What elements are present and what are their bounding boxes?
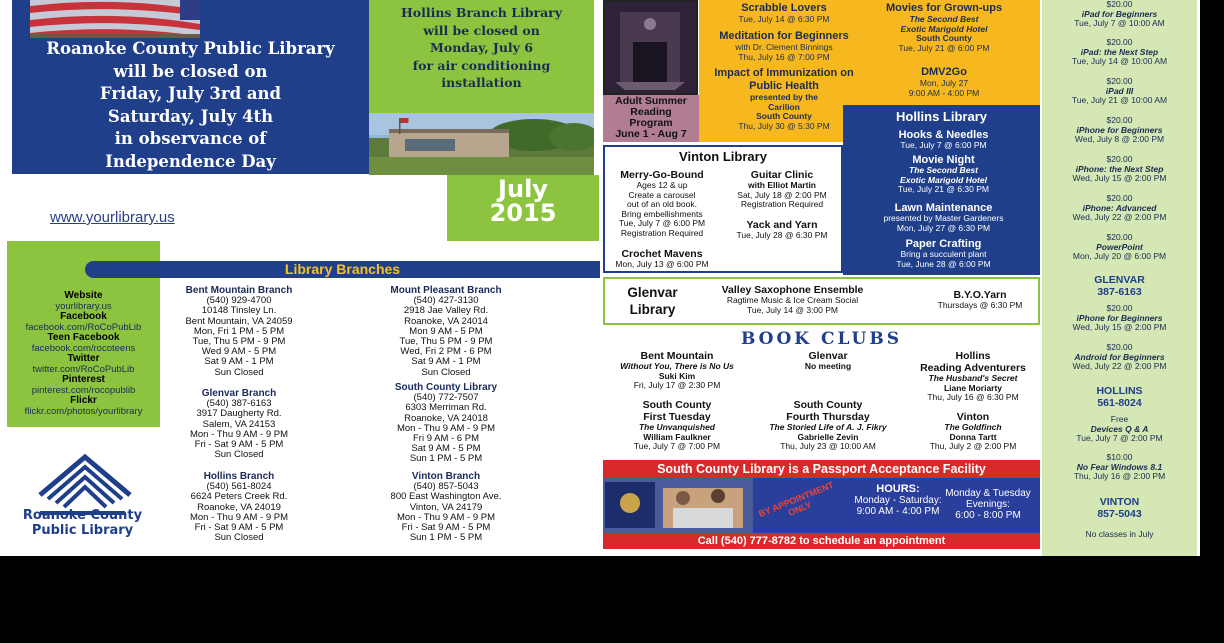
branch-line: Sun 1 PM - 5 PM bbox=[409, 453, 483, 465]
event-title: Movies for Grown-ups bbox=[885, 2, 1003, 14]
branch-line: Bent Mountain, VA 24059 bbox=[185, 315, 293, 327]
computer-classes-column bbox=[1042, 0, 1197, 556]
vinton-events-box bbox=[603, 145, 843, 273]
branch-line: Mon - Thu 9 AM - 9 PM bbox=[189, 511, 289, 523]
branch-line: Sun 1 PM - 5 PM bbox=[409, 532, 483, 544]
branch-line: Sat 9 AM - 5 PM bbox=[411, 443, 481, 455]
social-link[interactable]: twitter.com/RoCoPubLib bbox=[32, 363, 135, 375]
closing-line: Friday, July 3rd and bbox=[99, 84, 282, 103]
social-item bbox=[7, 333, 160, 354]
hollins-closed-notice bbox=[369, 0, 594, 113]
branch-heading-phone: 857-5043 bbox=[1097, 507, 1142, 520]
class-item bbox=[1042, 194, 1197, 223]
class-date: Tue, July 7 @ 10:00 AM bbox=[1074, 18, 1165, 28]
social-link[interactable]: facebook.com/RoCoPubLib bbox=[25, 321, 142, 333]
appointment-stamp: BY APPOINTMENT ONLY bbox=[757, 479, 836, 519]
social-item bbox=[7, 291, 160, 312]
book-club bbox=[606, 350, 748, 391]
branch-line: Tue, Thu 5 PM - 9 PM bbox=[192, 336, 286, 348]
branch-line: Tue, Thu 5 PM - 9 PM bbox=[399, 336, 493, 348]
branch-name: Hollins Branch bbox=[203, 471, 275, 482]
class-item bbox=[1042, 343, 1197, 372]
class-date: Tue, July 21 @ 10:00 AM bbox=[1071, 95, 1168, 105]
event bbox=[845, 202, 1042, 233]
passport-footer: Call (540) 777-8782 to schedule an appointment bbox=[603, 533, 1040, 549]
club-date: Thu, July 16 @ 6:30 PM bbox=[927, 392, 1019, 402]
branch-line: (540) 929-4700 bbox=[206, 295, 272, 307]
evenings-line: 6:00 - 8:00 PM bbox=[955, 510, 1021, 521]
class-item bbox=[1042, 304, 1197, 333]
social-item bbox=[7, 354, 160, 375]
event bbox=[845, 129, 1042, 151]
class-date: Wed, July 22 @ 2:00 PM bbox=[1072, 361, 1167, 371]
branch-line: Fri - Sat 9 AM - 5 PM bbox=[401, 522, 491, 534]
event-line: Tue, July 28 @ 6:30 PM bbox=[736, 230, 828, 240]
hollins-building-photo bbox=[369, 113, 594, 175]
closing-line: in observance of bbox=[114, 129, 267, 148]
class-price: $20.00 bbox=[1106, 0, 1133, 9]
class-price: $20.00 bbox=[1106, 115, 1133, 125]
club-name: South County bbox=[793, 399, 863, 411]
event-italic: Exotic Marigold Hotel bbox=[900, 174, 987, 185]
class-date: Wed, July 15 @ 2:00 PM bbox=[1072, 173, 1167, 183]
branch-line: (540) 772-7507 bbox=[413, 392, 479, 404]
summer-line: Reading bbox=[630, 106, 672, 118]
branch-name: Glenvar Branch bbox=[201, 388, 277, 399]
passport-evenings bbox=[938, 488, 1038, 521]
website-link[interactable]: www.yourlibrary.us bbox=[50, 209, 175, 226]
summer-line: June 1 - Aug 7 bbox=[615, 128, 687, 140]
social-link[interactable]: facebook.com/rocoteens bbox=[31, 342, 136, 354]
notice-line: Monday, July 6 bbox=[430, 40, 533, 55]
event-line: Tue, July 14 @ 6:30 PM bbox=[738, 14, 830, 24]
social-label: Website bbox=[64, 290, 103, 301]
event-line: presented by the bbox=[749, 92, 819, 102]
summer-reading-box bbox=[603, 95, 699, 142]
branch-line: (540) 561-8024 bbox=[206, 481, 272, 493]
class-price: $10.00 bbox=[1106, 452, 1133, 462]
branch-line: (540) 857-5043 bbox=[413, 481, 479, 493]
hours-line: Monday - Saturday: bbox=[854, 495, 942, 506]
club-author: Liane Moriarty bbox=[943, 382, 1003, 393]
class-name: Devices Q & A bbox=[1090, 423, 1149, 434]
class-item bbox=[1042, 233, 1197, 262]
social-label: Teen Facebook bbox=[47, 332, 120, 343]
club-author: William Faulkner bbox=[643, 431, 711, 442]
class-item bbox=[1042, 116, 1197, 145]
event-line: Thu, July 16 @ 7:00 PM bbox=[738, 51, 830, 62]
glenvar-label-line: Glenvar bbox=[627, 285, 678, 300]
event-line: presented by Master Gardeners bbox=[883, 213, 1004, 223]
event-title: B.Y.O.Yarn bbox=[953, 289, 1007, 301]
club-author: Donna Tartt bbox=[949, 431, 997, 442]
event-line: Mon, July 27 bbox=[919, 78, 969, 88]
branch-line: (540) 387-6163 bbox=[206, 398, 272, 410]
event-line: Tue, July 7 @ 6:00 PM bbox=[618, 218, 706, 228]
event-line: Thursdays @ 6:30 PM bbox=[937, 300, 1023, 310]
class-name: iPhone: the Next Step bbox=[1075, 163, 1164, 174]
social-label: Facebook bbox=[60, 311, 107, 322]
event bbox=[723, 219, 841, 241]
event-line: with Dr. Clement Binnings bbox=[735, 42, 833, 52]
social-link[interactable]: flickr.com/photos/yourlibrary bbox=[24, 405, 143, 417]
hollins-closed-text bbox=[369, 4, 594, 92]
closing-line: Roanoke County Public Library bbox=[46, 39, 335, 58]
branch-line: Roanoke, VA 24018 bbox=[404, 412, 488, 424]
hollins-title: Hollins Library bbox=[895, 109, 988, 124]
event bbox=[925, 289, 1035, 311]
club-author: Suki Kim bbox=[658, 370, 696, 381]
event-title: DMV2Go bbox=[921, 66, 967, 78]
event bbox=[709, 67, 859, 131]
event bbox=[723, 169, 841, 210]
logo-line: Roanoke County bbox=[22, 508, 143, 523]
club-name: South County bbox=[642, 399, 712, 411]
club-name: Vinton bbox=[956, 411, 990, 423]
class-item bbox=[1042, 38, 1197, 67]
passport-header: South County Library is a Passport Acceptance Facility bbox=[603, 460, 1040, 478]
branch-line: Salem, VA 24153 bbox=[202, 418, 276, 430]
month-box bbox=[447, 175, 599, 241]
club-book: The Goldfinch bbox=[944, 422, 1002, 432]
branch-line: (540) 427-3130 bbox=[413, 295, 479, 307]
event-line: South County bbox=[756, 111, 812, 121]
class-item bbox=[1042, 415, 1197, 444]
glenvar-events-box bbox=[603, 277, 1040, 325]
event-title: Crochet Mavens bbox=[621, 248, 703, 260]
branch-line: Sun Closed bbox=[214, 449, 264, 461]
branch-heading bbox=[1042, 386, 1197, 409]
event-line: Bring a succulent plant bbox=[900, 249, 987, 259]
event-title: Impact of Immunization on Public Health bbox=[714, 67, 854, 92]
branch-line: Roanoke, VA 24014 bbox=[404, 315, 488, 327]
closing-line: will be closed on bbox=[113, 61, 268, 81]
branch-bent-mountain bbox=[168, 286, 310, 378]
branch-glenvar bbox=[168, 389, 310, 460]
notice-line: will be closed on bbox=[423, 22, 540, 38]
branch-name: Mount Pleasant Branch bbox=[390, 285, 502, 296]
social-link[interactable]: yourlibrary.us bbox=[55, 300, 112, 312]
class-item bbox=[1042, 77, 1197, 106]
class-name: Android for Beginners bbox=[1074, 351, 1165, 362]
class-date: Wed, July 15 @ 2:00 PM bbox=[1072, 322, 1167, 332]
event-line: 9:00 AM - 4:00 PM bbox=[908, 87, 980, 98]
book-clubs-title: BOOK CLUBS bbox=[740, 329, 903, 349]
class-price: $20.00 bbox=[1106, 193, 1133, 203]
class-item bbox=[1042, 0, 1197, 29]
branch-line: 800 East Washington Ave. bbox=[390, 491, 502, 503]
class-date: Thu, July 16 @ 2:00 PM bbox=[1073, 471, 1166, 481]
logo-line: Public Library bbox=[31, 523, 134, 538]
closing-line: Independence Day bbox=[105, 151, 276, 171]
event-title: Scrabble Lovers bbox=[741, 2, 827, 14]
class-price: $20.00 bbox=[1106, 303, 1133, 313]
event-line: Ages 12 & up bbox=[636, 180, 688, 190]
book-club bbox=[606, 399, 748, 452]
club-date: Tue, July 7 @ 7:00 PM bbox=[633, 441, 721, 451]
club-book: The Unvanquished bbox=[638, 422, 716, 432]
branch-name: Vinton Branch bbox=[411, 471, 481, 482]
glenvar-label bbox=[605, 284, 700, 318]
event-title: Valley Saxophone Ensemble bbox=[721, 284, 864, 296]
event-line: Tue, July 21 @ 6:00 PM bbox=[898, 42, 990, 53]
summer-reading-text bbox=[603, 96, 699, 140]
branch-heading-name: VINTON bbox=[1099, 496, 1140, 508]
branch-line: Wed, Fri 2 PM - 6 PM bbox=[400, 346, 492, 358]
evenings-line: Evenings: bbox=[966, 499, 1010, 510]
branch-heading-name: GLENVAR bbox=[1094, 274, 1145, 286]
event-italic: Exotic Marigold Hotel bbox=[900, 23, 988, 34]
event-line: Sat, July 18 @ 2:00 PM bbox=[737, 189, 827, 200]
class-name: No Fear Windows 8.1 bbox=[1076, 461, 1163, 472]
class-name: PowerPoint bbox=[1096, 241, 1143, 252]
notice-line: Hollins Branch Library bbox=[400, 5, 563, 20]
branch-line: Wed 9 AM - 5 PM bbox=[201, 346, 277, 358]
book-cover-image bbox=[603, 0, 698, 95]
club-name: Glenvar bbox=[808, 350, 848, 362]
class-date: Mon, July 20 @ 6:00 PM bbox=[1072, 251, 1167, 261]
vinton-title: Vinton Library bbox=[679, 149, 767, 164]
club-date: Thu, July 2 @ 2:00 PM bbox=[929, 441, 1017, 451]
evenings-line: Monday & Tuesday bbox=[945, 488, 1031, 499]
branch-heading-phone: 387-6163 bbox=[1097, 285, 1142, 298]
class-item bbox=[1042, 155, 1197, 184]
event-title: Lawn Maintenance bbox=[894, 202, 993, 214]
class-date: Tue, July 14 @ 10:00 AM bbox=[1071, 56, 1168, 66]
library-logo-text bbox=[15, 508, 150, 538]
branch-south-county bbox=[375, 383, 517, 465]
club-author: Gabrielle Zevin bbox=[797, 431, 859, 442]
club-book: The Storied Life of A. J. Fikry bbox=[769, 422, 887, 432]
club-subtitle: First Tuesday bbox=[643, 411, 711, 423]
branch-line: Mon, Fri 1 PM - 5 PM bbox=[193, 325, 285, 337]
class-item bbox=[1042, 453, 1197, 482]
event-line: Ragtime Music & Ice Cream Social bbox=[726, 295, 859, 305]
club-note: No meeting bbox=[804, 361, 852, 371]
glenvar-label-line: Library bbox=[629, 302, 676, 317]
branch-mount-pleasant bbox=[375, 286, 517, 378]
book-club bbox=[902, 411, 1044, 452]
closing-line: Saturday, July 4th bbox=[107, 106, 274, 126]
book-club bbox=[752, 399, 904, 452]
passport-info bbox=[603, 478, 1040, 533]
branch-line: 6624 Peters Creek Rd. bbox=[190, 491, 288, 503]
event bbox=[705, 284, 880, 315]
class-price: $20.00 bbox=[1106, 76, 1133, 86]
club-name: Bent Mountain bbox=[640, 350, 714, 362]
event-line: Tue, June 28 @ 6:00 PM bbox=[896, 258, 991, 269]
passport-hours bbox=[843, 484, 953, 517]
book-club bbox=[902, 350, 1044, 403]
event-line: Tue, July 21 @ 6:30 PM bbox=[898, 184, 989, 194]
class-name: iPhone for Beginners bbox=[1076, 124, 1163, 135]
event-line: Create a carousel bbox=[628, 189, 696, 200]
book-club bbox=[757, 350, 899, 372]
club-date: Fri, July 17 @ 2:30 PM bbox=[633, 380, 721, 390]
event bbox=[874, 2, 1014, 53]
branch-line: Sat 9 AM - 1 PM bbox=[204, 356, 274, 368]
branch-line: Mon 9 AM - 5 PM bbox=[409, 325, 483, 337]
event bbox=[699, 30, 869, 62]
class-price: $20.00 bbox=[1106, 232, 1133, 242]
class-name: iPad III bbox=[1105, 85, 1134, 96]
event-line: with Elliot Martin bbox=[748, 180, 816, 190]
branch-heading bbox=[1042, 275, 1197, 298]
notice-line: for air conditioning bbox=[412, 57, 551, 73]
social-label: Flickr bbox=[70, 395, 97, 406]
branch-line: Sun Closed bbox=[214, 366, 264, 378]
class-name: iPad: the Next Step bbox=[1080, 46, 1159, 57]
class-name: iPad for Beginners bbox=[1081, 8, 1158, 19]
event-line: Mon, July 27 @ 6:30 PM bbox=[896, 222, 991, 233]
event bbox=[845, 238, 1042, 269]
closing-notice-banner bbox=[12, 0, 369, 174]
branch-line: 2918 Jae Valley Rd. bbox=[403, 305, 489, 317]
hollins-events-box bbox=[843, 105, 1040, 275]
event-title: Movie Night bbox=[912, 154, 975, 166]
branch-line: Vinton, VA 24179 bbox=[409, 501, 483, 513]
event-line: Mon, July 13 @ 6:00 PM bbox=[615, 259, 709, 269]
event bbox=[607, 248, 717, 270]
branch-line: Mon - Thu 9 AM - 9 PM bbox=[396, 511, 496, 523]
closing-notice-text bbox=[12, 38, 369, 173]
class-price: Free bbox=[1110, 414, 1129, 424]
event-title: Hooks & Needles bbox=[898, 129, 989, 141]
event-line: Tue, July 7 @ 6:00 PM bbox=[900, 140, 987, 150]
club-book: The Husband's Secret bbox=[928, 373, 1018, 383]
passport-photo bbox=[603, 478, 753, 533]
event-title: Meditation for Beginners bbox=[719, 30, 849, 42]
branch-line: Fri - Sat 9 AM - 5 PM bbox=[194, 522, 284, 534]
event bbox=[845, 154, 1042, 195]
event-italic: The Second Best bbox=[909, 14, 979, 24]
branches-header: Library Branches bbox=[85, 261, 600, 278]
class-name: iPhone for Beginners bbox=[1076, 312, 1163, 323]
event bbox=[874, 66, 1014, 98]
branch-name: Bent Mountain Branch bbox=[185, 285, 293, 296]
event-italic: The Second Best bbox=[909, 165, 978, 175]
branch-line: Mon - Thu 9 AM - 9 PM bbox=[396, 422, 496, 434]
branch-line: Fri 9 AM - 6 PM bbox=[413, 433, 479, 445]
class-note: No classes in July bbox=[1085, 529, 1154, 539]
event-title: Merry-Go-Bound bbox=[620, 169, 704, 181]
class-price: $20.00 bbox=[1106, 342, 1133, 352]
social-label: Twitter bbox=[67, 353, 100, 364]
event-line: Registration Required bbox=[740, 199, 824, 209]
class-price: $20.00 bbox=[1106, 154, 1133, 164]
branch-heading-name: HOLLINS bbox=[1096, 385, 1143, 397]
hours-label: HOURS: bbox=[876, 483, 920, 495]
club-subtitle: Fourth Thursday bbox=[786, 411, 870, 423]
event-line: South County bbox=[916, 33, 972, 43]
event-line: Registration Required bbox=[620, 227, 704, 238]
social-label: Pinterest bbox=[62, 374, 105, 385]
club-name: Hollins bbox=[955, 350, 991, 362]
branch-heading-phone: 561-8024 bbox=[1097, 396, 1142, 409]
branch-line: 3917 Daugherty Rd. bbox=[196, 408, 282, 420]
branch-line: Sat 9 AM - 1 PM bbox=[411, 356, 481, 368]
branch-line: Roanoke, VA 24019 bbox=[197, 501, 281, 513]
club-subtitle: Reading Adventurers bbox=[920, 362, 1026, 374]
branch-hollins bbox=[168, 472, 310, 543]
class-date: Wed, July 8 @ 2:00 PM bbox=[1074, 134, 1165, 144]
club-book: Without You, There is No Us bbox=[620, 361, 734, 371]
social-item bbox=[7, 396, 160, 417]
hours-line: 9:00 AM - 4:00 PM bbox=[856, 506, 940, 517]
event-line: Bring embellishments bbox=[621, 208, 703, 219]
month-name: July bbox=[498, 175, 548, 203]
social-item bbox=[7, 375, 160, 396]
event-title: Paper Crafting bbox=[905, 238, 982, 250]
summer-line: Adult Summer bbox=[615, 95, 687, 107]
month-label bbox=[447, 177, 599, 225]
event-title: Yack and Yarn bbox=[746, 219, 818, 231]
social-link[interactable]: pinterest.com/rocopublib bbox=[31, 384, 136, 396]
branch-line: Mon - Thu 9 AM - 9 PM bbox=[189, 428, 289, 440]
event bbox=[699, 2, 869, 25]
class-date: Tue, July 7 @ 2:00 PM bbox=[1076, 433, 1163, 443]
branch-name: South County Library bbox=[394, 382, 498, 393]
american-flag-icon bbox=[30, 0, 200, 38]
branch-line: 6303 Merriman Rd. bbox=[405, 402, 487, 414]
branch-line: Sun Closed bbox=[214, 532, 264, 544]
branch-line: 10148 Tinsley Ln. bbox=[201, 305, 277, 317]
branch-vinton bbox=[375, 472, 517, 543]
month-year: 2015 bbox=[489, 199, 557, 227]
branch-line: Sun Closed bbox=[421, 366, 471, 378]
class-name: iPhone: Advanced bbox=[1082, 202, 1157, 213]
event-line: out of an old book. bbox=[627, 199, 697, 209]
class-price: $20.00 bbox=[1106, 37, 1133, 47]
branch-heading bbox=[1042, 497, 1197, 520]
event-line: Thu, July 30 @ 5:30 PM bbox=[738, 120, 830, 131]
class-date: Wed, July 22 @ 2:00 PM bbox=[1072, 212, 1167, 222]
summer-line: Program bbox=[629, 117, 673, 129]
branch-line: Fri - Sat 9 AM - 5 PM bbox=[194, 439, 284, 451]
club-date: Thu, July 23 @ 10:00 AM bbox=[780, 441, 876, 451]
event-title: Guitar Clinic bbox=[750, 169, 814, 181]
event-line: Carilion bbox=[768, 101, 800, 112]
event-line: Tue, July 14 @ 3:00 PM bbox=[747, 304, 838, 315]
social-item bbox=[7, 312, 160, 333]
notice-line: installation bbox=[441, 75, 522, 90]
event bbox=[607, 169, 717, 238]
